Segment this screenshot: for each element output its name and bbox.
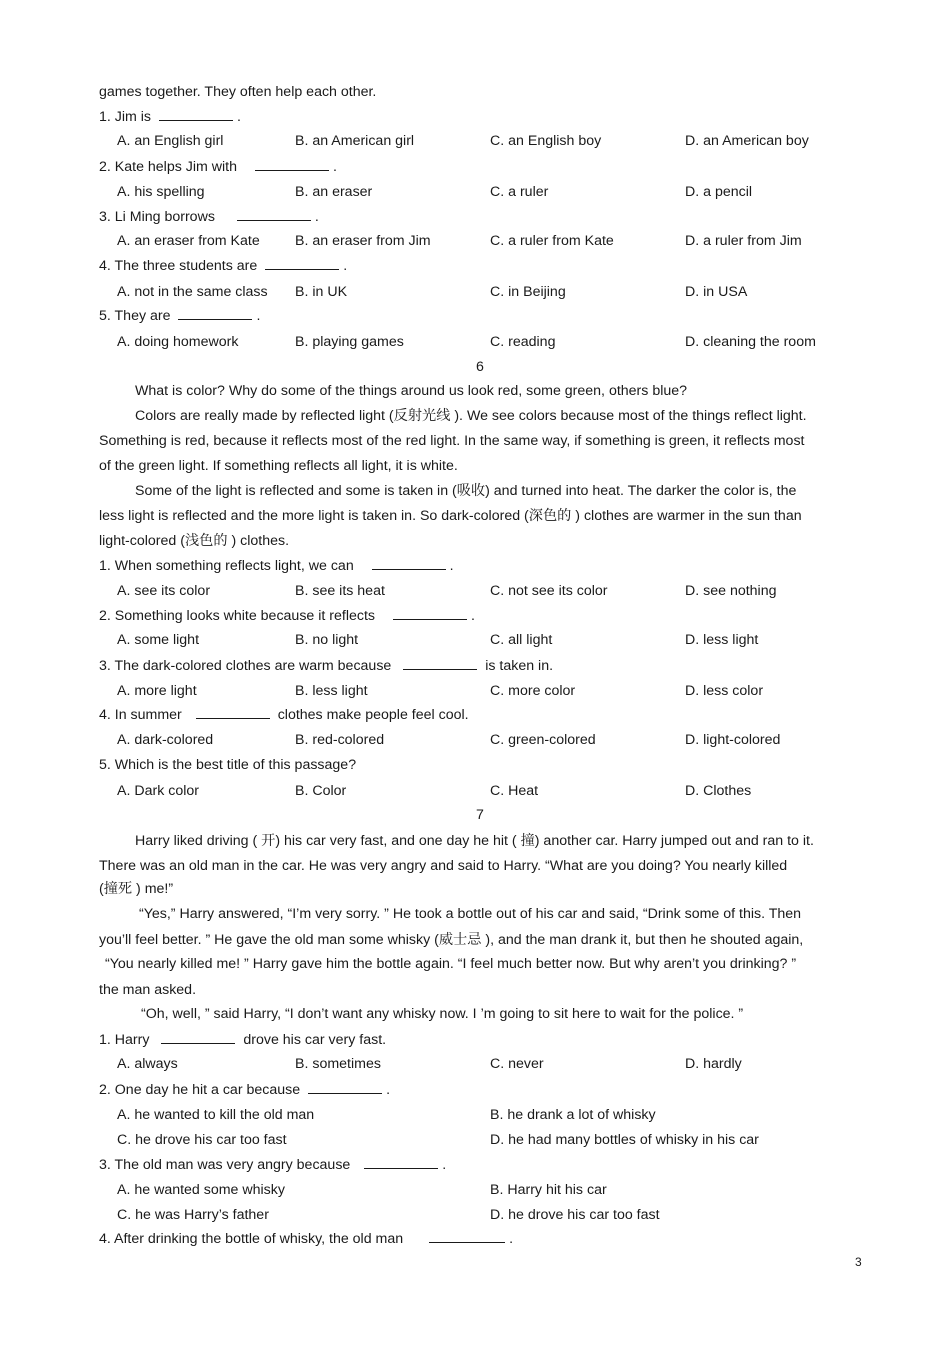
question-stem: 3. Li Ming borrows . <box>99 209 319 225</box>
option-d: D. see nothing <box>685 583 777 599</box>
answer-blank <box>308 1081 382 1094</box>
passage-text-line: “Yes,” Harry answered, “I’m very sorry. ” He took a bottle out of his car and said, “Drink some of this. Then <box>139 906 802 922</box>
question-stem: 2. Kate helps Jim with . <box>99 159 337 175</box>
answer-blank <box>196 706 270 719</box>
passage-text-line: of the green light. If something reflects all light, it is white. <box>99 458 458 474</box>
answer-blank <box>178 307 252 320</box>
question-stem: 3. The dark-colored clothes are warm because is taken in. <box>99 658 554 674</box>
option-a: A. an English girl <box>117 133 224 149</box>
option-a: A. Dark color <box>117 783 199 799</box>
option-c: C. a ruler from Kate <box>490 233 614 249</box>
option-b: B. an eraser from Jim <box>295 233 431 249</box>
passage-text-line: less light is reflected and the more light is taken in. So dark-colored (深色的 ) clothes are warmer in the sun than <box>99 508 802 524</box>
option-b: B. in UK <box>295 284 348 300</box>
question-stem: 4. After drinking the bottle of whisky, the old man . <box>99 1231 514 1247</box>
option-d: D. hardly <box>685 1056 742 1072</box>
option-b: B. no light <box>295 632 359 648</box>
answer-blank <box>364 1156 438 1169</box>
question-stem: 4. In summer clothes make people feel cool. <box>99 707 469 723</box>
option-c: C. he drove his car too fast <box>117 1132 287 1148</box>
option-b: B. an American girl <box>295 133 415 149</box>
option-b: B. playing games <box>295 334 404 350</box>
option-d: D. light-colored <box>685 732 781 748</box>
passage-number: 7 <box>476 807 484 823</box>
option-a: A. an eraser from Kate <box>117 233 260 249</box>
option-d: D. he drove his car too fast <box>490 1207 660 1223</box>
answer-blank <box>255 158 329 171</box>
passage-number: 6 <box>476 359 484 375</box>
passage-text-line: Some of the light is reflected and some is taken in (吸收) and turned into heat. The darker the color is, the <box>135 483 797 499</box>
option-d: D. he had many bottles of whisky in his car <box>490 1132 759 1148</box>
option-b: B. he drank a lot of whisky <box>490 1107 656 1123</box>
option-c: C. not see its color <box>490 583 608 599</box>
passage-text-line: Harry liked driving ( 开) his car very fast, and one day he hit ( 撞) another car. Harry jumped out and ran to it. <box>135 833 814 849</box>
option-d: D. less color <box>685 683 764 699</box>
option-c: C. an English boy <box>490 133 602 149</box>
page-number: 3 <box>855 1255 862 1269</box>
option-c: C. he was Harry’s father <box>117 1207 269 1223</box>
option-d: D. in USA <box>685 284 748 300</box>
answer-blank <box>429 1230 505 1243</box>
passage-text-line: What is color? Why do some of the things around us look red, some green, others blue? <box>135 383 688 399</box>
option-b: B. red-colored <box>295 732 385 748</box>
option-c: C. all light <box>490 632 553 648</box>
question-stem: 4. The three students are . <box>99 258 348 274</box>
option-c: C. green-colored <box>490 732 596 748</box>
question-stem: 2. Something looks white because it reflects . <box>99 608 475 624</box>
option-b: B. an eraser <box>295 184 373 200</box>
option-c: C. reading <box>490 334 556 350</box>
question-stem: 5. Which is the best title of this passage? <box>99 757 357 773</box>
answer-blank <box>161 1031 235 1044</box>
passage-text-line: Colors are really made by reflected light (反射光线 ). We see colors because most of the things reflect light. <box>135 408 807 424</box>
answer-blank <box>237 208 311 221</box>
question-stem: 1. Harry drove his car very fast. <box>99 1032 387 1048</box>
answer-blank <box>265 257 339 270</box>
option-a: A. he wanted some whisky <box>117 1182 285 1198</box>
option-b: B. less light <box>295 683 368 699</box>
option-a: A. see its color <box>117 583 211 599</box>
option-d: D. a ruler from Jim <box>685 233 802 249</box>
passage-text-line: There was an old man in the car. He was very angry and said to Harry. “What are you doing? You nearly killed <box>99 858 788 874</box>
question-stem: 2. One day he hit a car because . <box>99 1082 391 1098</box>
option-a: A. some light <box>117 632 200 648</box>
option-a: A. always <box>117 1056 178 1072</box>
option-d: D. a pencil <box>685 184 753 200</box>
passage-text-line: you’ll feel better. ” He gave the old man some whisky (威士忌 ), and the man drank it, but then he shouted again, <box>99 932 804 948</box>
option-c: C. more color <box>490 683 576 699</box>
option-a: A. he wanted to kill the old man <box>117 1107 315 1123</box>
option-b: B. Harry hit his car <box>490 1182 607 1198</box>
option-c: C. never <box>490 1056 544 1072</box>
option-c: C. a ruler <box>490 184 549 200</box>
option-a: A. dark-colored <box>117 732 214 748</box>
question-stem: 5. They are . <box>99 308 261 324</box>
option-c: C. in Beijing <box>490 284 566 300</box>
option-a: A. more light <box>117 683 197 699</box>
answer-blank <box>403 657 477 670</box>
option-d: D. cleaning the room <box>685 334 816 350</box>
option-d: D. Clothes <box>685 783 752 799</box>
passage-text-line: “Oh, well, ” said Harry, “I don’t want any whisky now. I ’m going to sit here to wait for the police. ” <box>141 1006 744 1022</box>
answer-blank <box>159 108 233 121</box>
option-c: C. Heat <box>490 783 539 799</box>
passage-text-line: “You nearly killed me! ” Harry gave him the bottle again. “I feel much better now. But why aren’t you drinking? ” <box>105 956 797 972</box>
option-a: A. doing homework <box>117 334 239 350</box>
question-stem: 1. When something reflects light, we can . <box>99 558 454 574</box>
passage-text-line: (撞死 ) me!” <box>99 881 174 897</box>
answer-blank <box>372 557 446 570</box>
option-b: B. see its heat <box>295 583 385 599</box>
passage-text-line: light-colored (浅色的 ) clothes. <box>99 533 290 549</box>
passage-text-line: Something is red, because it reflects most of the red light. In the same way, if something is green, it reflects most <box>99 433 805 449</box>
passage-text-line: the man asked. <box>99 982 197 998</box>
answer-blank <box>393 607 467 620</box>
passage-text-line: games together. They often help each other. <box>99 84 377 100</box>
question-stem: 3. The old man was very angry because . <box>99 1157 447 1173</box>
option-b: B. sometimes <box>295 1056 381 1072</box>
option-d: D. less light <box>685 632 759 648</box>
question-stem: 1. Jim is . <box>99 109 241 125</box>
option-a: A. his spelling <box>117 184 205 200</box>
option-b: B. Color <box>295 783 347 799</box>
option-d: D. an American boy <box>685 133 809 149</box>
option-a: A. not in the same class <box>117 284 268 300</box>
